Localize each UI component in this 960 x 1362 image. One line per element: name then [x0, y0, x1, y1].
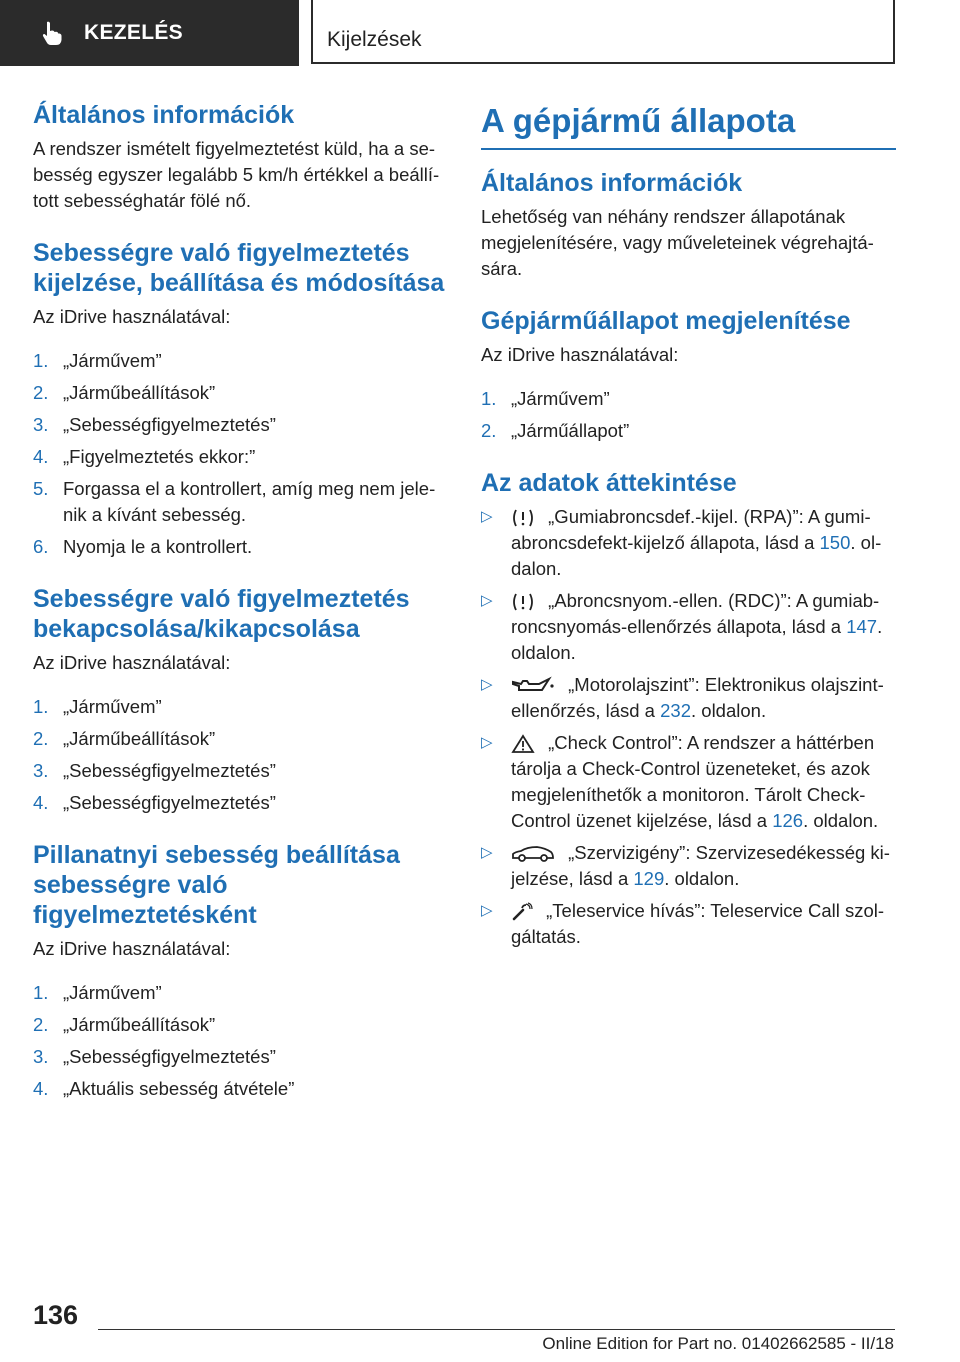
list-item: 5. Forgassa el a kontrollert, amíg meg nem jelenik a kívánt sebesség.	[33, 478, 436, 525]
steps-list	[33, 348, 448, 560]
list-item: 2. „Járműbeállítások”	[33, 1014, 216, 1035]
tire-warning-icon	[511, 592, 535, 612]
list-item: ▷ „Abroncsnyom.-ellen. (RDC)”: A gumiabroncsnyomás-ellenőrzés állapota, lásd a 147. oldalon.	[481, 590, 883, 663]
right-column	[481, 100, 896, 956]
triangle-bullet-icon: ▷	[481, 592, 493, 609]
list-item: 3. „Sebességfigyelmeztetés”	[33, 1046, 276, 1067]
page-link[interactable]: 129	[633, 868, 665, 889]
list-item: 2. „Járműbeállítások”	[33, 728, 216, 749]
hand-pointer-icon	[40, 20, 64, 46]
steps-list	[33, 694, 448, 816]
list-item: 1. „Járművem”	[481, 388, 610, 409]
paragraph: A rendszer ismételt figyelmeztetést küld, ha a sebesség egyszer legalább 5 km/h értékkel a beállított sebességhatár fölé nő.	[33, 138, 440, 211]
chapter-title: Kijelzések	[327, 28, 422, 51]
paragraph: Az iDrive használatával:	[481, 344, 679, 365]
wrench-phone-icon	[511, 902, 533, 922]
section-heading: Pillanatnyi sebesség beállítása sebességre való figyelmeztetésként	[33, 841, 400, 929]
overview-list	[481, 504, 896, 950]
triangle-bullet-icon: ▷	[481, 734, 493, 751]
page-number: 136	[33, 1300, 79, 1330]
triangle-bullet-icon: ▷	[481, 508, 493, 525]
steps-list	[33, 980, 448, 1102]
list-item: 1. „Járművem”	[33, 696, 162, 717]
list-item: 2. „Járműbeállítások”	[33, 382, 216, 403]
list-item: ▷ „Szervizigény”: Szervizesedékesség kijelzése, lásd a 129. oldalon.	[481, 842, 890, 889]
section-tab	[0, 0, 299, 66]
section-heading: Az adatok áttekintése	[481, 469, 737, 497]
list-item: ▷ „Gumiabroncsdef.-kijel. (RPA)”: A gumiabroncsdefekt-kijelző állapota, lásd a 150. oldalon.	[481, 506, 882, 579]
list-item: 4. „Figyelmeztetés ekkor:”	[33, 446, 256, 467]
section-title: KEZELÉS	[84, 21, 183, 44]
warning-triangle-icon	[511, 734, 535, 754]
triangle-bullet-icon: ▷	[481, 844, 493, 861]
list-item: 3. „Sebességfigyelmeztetés”	[33, 760, 276, 781]
page-link[interactable]: 150	[819, 532, 851, 553]
list-item: 1. „Járművem”	[33, 350, 162, 371]
list-item: ▷ „Check Control”: A rendszer a háttérben tárolja a Check-Control üzeneteket, és azok megjeleníthetők a monitoron. Tárolt Check-Control üzenet kijelzése, lásd a 126. oldalon.	[481, 732, 879, 831]
triangle-bullet-icon: ▷	[481, 676, 493, 693]
page-link[interactable]: 232	[660, 700, 691, 721]
section-heading: Sebességre való figyelmeztetés kijelzése, beállítása és módosítása	[33, 239, 445, 297]
section-heading: Sebességre való figyelmeztetés bekapcsolása/kikapcsolása	[33, 585, 410, 643]
page-title: A gépjármű állapota	[481, 100, 896, 150]
paragraph: Az iDrive használatával:	[33, 306, 231, 327]
edition-footer: Online Edition for Part no. 01402662585 - II/18	[542, 1334, 894, 1353]
paragraph: Az iDrive használatával:	[33, 938, 231, 959]
list-item: 1. „Járművem”	[33, 982, 162, 1003]
triangle-bullet-icon: ▷	[481, 902, 493, 919]
section-heading: Általános információk	[33, 101, 295, 129]
list-item: 4. „Sebességfigyelmeztetés”	[33, 792, 276, 813]
car-service-icon	[511, 844, 555, 864]
oil-can-icon	[511, 676, 555, 696]
page-link[interactable]: 147	[846, 616, 878, 637]
page-link[interactable]: 126	[772, 810, 804, 831]
tire-warning-icon	[511, 508, 535, 528]
paragraph: Az iDrive használatával:	[33, 652, 231, 673]
chapter-tab	[311, 0, 895, 64]
left-column	[33, 100, 448, 1108]
list-item: 6. Nyomja le a kontrollert.	[33, 536, 253, 557]
paragraph: Lehetőség van néhány rendszer állapotának megjelenítésére, vagy műveleteinek végrehajtására.	[481, 206, 874, 279]
list-item: ▷ „Teleservice hívás”: Teleservice Call szolgáltatás.	[481, 900, 885, 947]
footer-divider	[98, 1329, 895, 1330]
list-item: 4. „Aktuális sebesség átvétele”	[33, 1078, 295, 1099]
list-item: ▷ „Motorolajszint”: Elektronikus olajszint-ellenőrzés, lásd a 232. oldalon.	[481, 674, 884, 721]
section-heading: Gépjárműállapot megjelenítése	[481, 307, 851, 335]
steps-list	[481, 386, 896, 444]
section-heading: Általános információk	[481, 169, 743, 197]
list-item: 2. „Járműállapot”	[481, 420, 630, 441]
list-item: 3. „Sebességfigyelmeztetés”	[33, 414, 276, 435]
